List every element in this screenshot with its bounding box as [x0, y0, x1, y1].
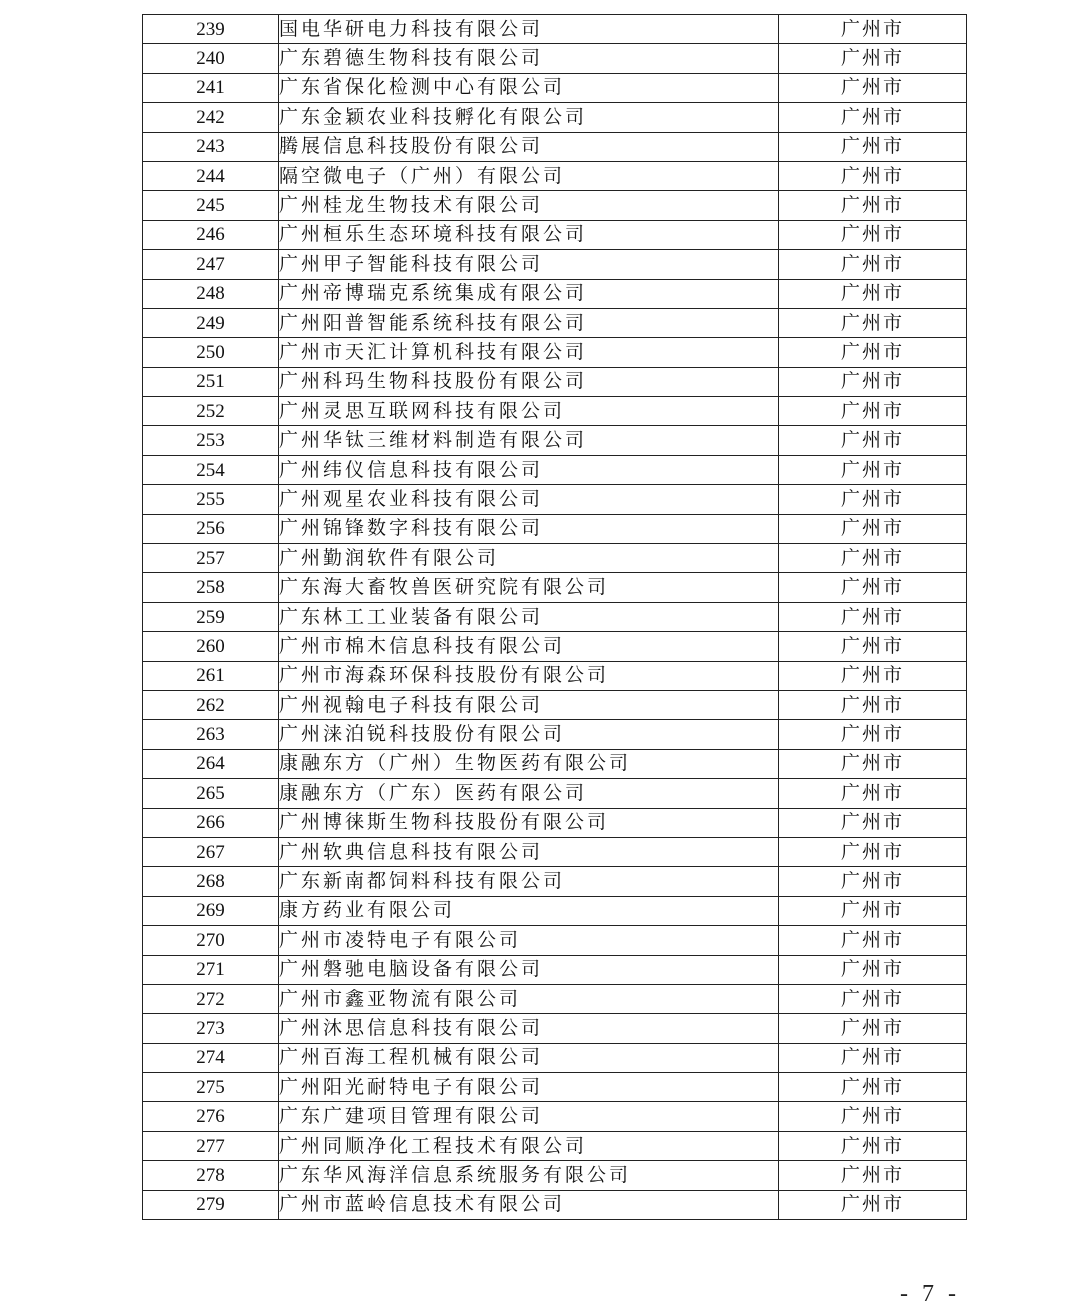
row-number-cell: 273 — [143, 1014, 279, 1043]
company-name-cell: 广州沐思信息科技有限公司 — [279, 1014, 779, 1043]
table-row — [143, 896, 967, 925]
table-row — [143, 367, 967, 396]
city-cell: 广州市 — [779, 397, 967, 426]
city-cell: 广州市 — [779, 955, 967, 984]
row-number-cell: 257 — [143, 544, 279, 573]
table-row — [143, 279, 967, 308]
company-name-cell: 广州锦锋数字科技有限公司 — [279, 514, 779, 543]
company-name-cell: 广州市凌特电子有限公司 — [279, 926, 779, 955]
row-number-cell: 251 — [143, 367, 279, 396]
company-name-cell: 广州同顺净化工程技术有限公司 — [279, 1131, 779, 1160]
row-number-cell: 261 — [143, 661, 279, 690]
city-cell: 广州市 — [779, 250, 967, 279]
row-number-cell: 271 — [143, 955, 279, 984]
table-row — [143, 338, 967, 367]
company-name-cell: 广州灵思互联网科技有限公司 — [279, 397, 779, 426]
city-cell: 广州市 — [779, 1190, 967, 1219]
city-cell: 广州市 — [779, 485, 967, 514]
company-name-cell: 广州磐驰电脑设备有限公司 — [279, 955, 779, 984]
table-row — [143, 1131, 967, 1160]
table-row — [143, 426, 967, 455]
company-name-cell: 广州市鑫亚物流有限公司 — [279, 984, 779, 1013]
city-cell: 广州市 — [779, 455, 967, 484]
row-number-cell: 254 — [143, 455, 279, 484]
city-cell: 广州市 — [779, 896, 967, 925]
row-number-cell: 278 — [143, 1161, 279, 1190]
company-name-cell: 腾展信息科技股份有限公司 — [279, 132, 779, 161]
city-cell: 广州市 — [779, 103, 967, 132]
company-name-cell: 广州市海森环保科技股份有限公司 — [279, 661, 779, 690]
row-number-cell: 267 — [143, 837, 279, 866]
city-cell: 广州市 — [779, 44, 967, 73]
company-name-cell: 广州观星农业科技有限公司 — [279, 485, 779, 514]
city-cell: 广州市 — [779, 661, 967, 690]
city-cell: 广州市 — [779, 720, 967, 749]
company-name-cell: 隔空微电子（广州）有限公司 — [279, 161, 779, 190]
company-name-cell: 广东省保化检测中心有限公司 — [279, 73, 779, 102]
row-number-cell: 240 — [143, 44, 279, 73]
city-cell: 广州市 — [779, 749, 967, 778]
row-number-cell: 258 — [143, 573, 279, 602]
table-row — [143, 926, 967, 955]
company-name-cell: 广东金颖农业科技孵化有限公司 — [279, 103, 779, 132]
city-cell: 广州市 — [779, 837, 967, 866]
city-cell: 广州市 — [779, 632, 967, 661]
row-number-cell: 260 — [143, 632, 279, 661]
row-number-cell: 274 — [143, 1043, 279, 1072]
table-row — [143, 397, 967, 426]
company-name-cell: 广州纬仪信息科技有限公司 — [279, 455, 779, 484]
table-row — [143, 1043, 967, 1072]
table-row — [143, 779, 967, 808]
city-cell: 广州市 — [779, 73, 967, 102]
row-number-cell: 246 — [143, 220, 279, 249]
row-number-cell: 270 — [143, 926, 279, 955]
city-cell: 广州市 — [779, 1161, 967, 1190]
table-row — [143, 103, 967, 132]
row-number-cell: 268 — [143, 867, 279, 896]
company-name-cell: 广州市棉木信息科技有限公司 — [279, 632, 779, 661]
company-name-cell: 广东广建项目管理有限公司 — [279, 1102, 779, 1131]
table-row — [143, 44, 967, 73]
table-row — [143, 455, 967, 484]
city-cell: 广州市 — [779, 602, 967, 631]
city-cell: 广州市 — [779, 1073, 967, 1102]
city-cell: 广州市 — [779, 308, 967, 337]
table-row — [143, 250, 967, 279]
company-name-cell: 广州软典信息科技有限公司 — [279, 837, 779, 866]
company-list-table — [142, 14, 967, 1220]
city-cell: 广州市 — [779, 367, 967, 396]
table-row — [143, 308, 967, 337]
company-name-cell: 康融东方（广州）生物医药有限公司 — [279, 749, 779, 778]
row-number-cell: 255 — [143, 485, 279, 514]
row-number-cell: 262 — [143, 690, 279, 719]
company-name-cell: 广州科玛生物科技股份有限公司 — [279, 367, 779, 396]
row-number-cell: 252 — [143, 397, 279, 426]
city-cell: 广州市 — [779, 338, 967, 367]
row-number-cell: 276 — [143, 1102, 279, 1131]
row-number-cell: 279 — [143, 1190, 279, 1219]
table-row — [143, 720, 967, 749]
table-row — [143, 749, 967, 778]
company-name-cell: 广州帝博瑞克系统集成有限公司 — [279, 279, 779, 308]
city-cell: 广州市 — [779, 426, 967, 455]
row-number-cell: 249 — [143, 308, 279, 337]
row-number-cell: 243 — [143, 132, 279, 161]
table-row — [143, 132, 967, 161]
row-number-cell: 264 — [143, 749, 279, 778]
company-list-body — [143, 15, 967, 1220]
row-number-cell: 256 — [143, 514, 279, 543]
company-name-cell: 广东林工工业装备有限公司 — [279, 602, 779, 631]
row-number-cell: 248 — [143, 279, 279, 308]
table-row — [143, 632, 967, 661]
city-cell: 广州市 — [779, 1014, 967, 1043]
city-cell: 广州市 — [779, 867, 967, 896]
table-row — [143, 485, 967, 514]
city-cell: 广州市 — [779, 808, 967, 837]
city-cell: 广州市 — [779, 220, 967, 249]
company-name-cell: 广州甲子智能科技有限公司 — [279, 250, 779, 279]
row-number-cell: 253 — [143, 426, 279, 455]
row-number-cell: 242 — [143, 103, 279, 132]
table-row — [143, 15, 967, 44]
company-name-cell: 广州华钛三维材料制造有限公司 — [279, 426, 779, 455]
row-number-cell: 245 — [143, 191, 279, 220]
row-number-cell: 269 — [143, 896, 279, 925]
company-name-cell: 广州勤润软件有限公司 — [279, 544, 779, 573]
table-row — [143, 808, 967, 837]
row-number-cell: 259 — [143, 602, 279, 631]
row-number-cell: 244 — [143, 161, 279, 190]
city-cell: 广州市 — [779, 132, 967, 161]
company-name-cell: 广东新南都饲料科技有限公司 — [279, 867, 779, 896]
city-cell: 广州市 — [779, 1131, 967, 1160]
company-name-cell: 广州百海工程机械有限公司 — [279, 1043, 779, 1072]
city-cell: 广州市 — [779, 191, 967, 220]
row-number-cell: 275 — [143, 1073, 279, 1102]
table-row — [143, 1161, 967, 1190]
company-name-cell: 广州视翰电子科技有限公司 — [279, 690, 779, 719]
company-name-cell: 广州博徕斯生物科技股份有限公司 — [279, 808, 779, 837]
table-row — [143, 690, 967, 719]
page-number: - 7 - — [900, 1281, 960, 1307]
city-cell: 广州市 — [779, 573, 967, 602]
table-row — [143, 1190, 967, 1219]
table-row — [143, 867, 967, 896]
city-cell: 广州市 — [779, 279, 967, 308]
table-row — [143, 191, 967, 220]
company-name-cell: 广州阳光耐特电子有限公司 — [279, 1073, 779, 1102]
table-row — [143, 161, 967, 190]
table-row — [143, 1014, 967, 1043]
city-cell: 广州市 — [779, 514, 967, 543]
company-name-cell: 广东华风海洋信息系统服务有限公司 — [279, 1161, 779, 1190]
table-row — [143, 984, 967, 1013]
table-row — [143, 544, 967, 573]
table-row — [143, 73, 967, 102]
city-cell: 广州市 — [779, 1043, 967, 1072]
company-name-cell: 广东碧德生物科技有限公司 — [279, 44, 779, 73]
company-name-cell: 广州桓乐生态环境科技有限公司 — [279, 220, 779, 249]
row-number-cell: 263 — [143, 720, 279, 749]
row-number-cell: 272 — [143, 984, 279, 1013]
city-cell: 广州市 — [779, 690, 967, 719]
city-cell: 广州市 — [779, 926, 967, 955]
company-name-cell: 广州涞泊锐科技股份有限公司 — [279, 720, 779, 749]
city-cell: 广州市 — [779, 1102, 967, 1131]
table-row — [143, 1073, 967, 1102]
company-name-cell: 康方药业有限公司 — [279, 896, 779, 925]
company-name-cell: 康融东方（广东）医药有限公司 — [279, 779, 779, 808]
city-cell: 广州市 — [779, 161, 967, 190]
company-name-cell: 广州阳普智能系统科技有限公司 — [279, 308, 779, 337]
city-cell: 广州市 — [779, 779, 967, 808]
city-cell: 广州市 — [779, 544, 967, 573]
table-row — [143, 837, 967, 866]
company-name-cell: 广州桂龙生物技术有限公司 — [279, 191, 779, 220]
table-row — [143, 602, 967, 631]
company-name-cell: 国电华研电力科技有限公司 — [279, 15, 779, 44]
table-row — [143, 955, 967, 984]
row-number-cell: 266 — [143, 808, 279, 837]
row-number-cell: 247 — [143, 250, 279, 279]
row-number-cell: 250 — [143, 338, 279, 367]
table-row — [143, 1102, 967, 1131]
company-name-cell: 广州市蓝岭信息技术有限公司 — [279, 1190, 779, 1219]
table-row — [143, 573, 967, 602]
city-cell: 广州市 — [779, 15, 967, 44]
table-row — [143, 220, 967, 249]
table-row — [143, 661, 967, 690]
company-name-cell: 广东海大畜牧兽医研究院有限公司 — [279, 573, 779, 602]
table-row — [143, 514, 967, 543]
company-name-cell: 广州市天汇计算机科技有限公司 — [279, 338, 779, 367]
row-number-cell: 265 — [143, 779, 279, 808]
row-number-cell: 239 — [143, 15, 279, 44]
row-number-cell: 277 — [143, 1131, 279, 1160]
city-cell: 广州市 — [779, 984, 967, 1013]
row-number-cell: 241 — [143, 73, 279, 102]
